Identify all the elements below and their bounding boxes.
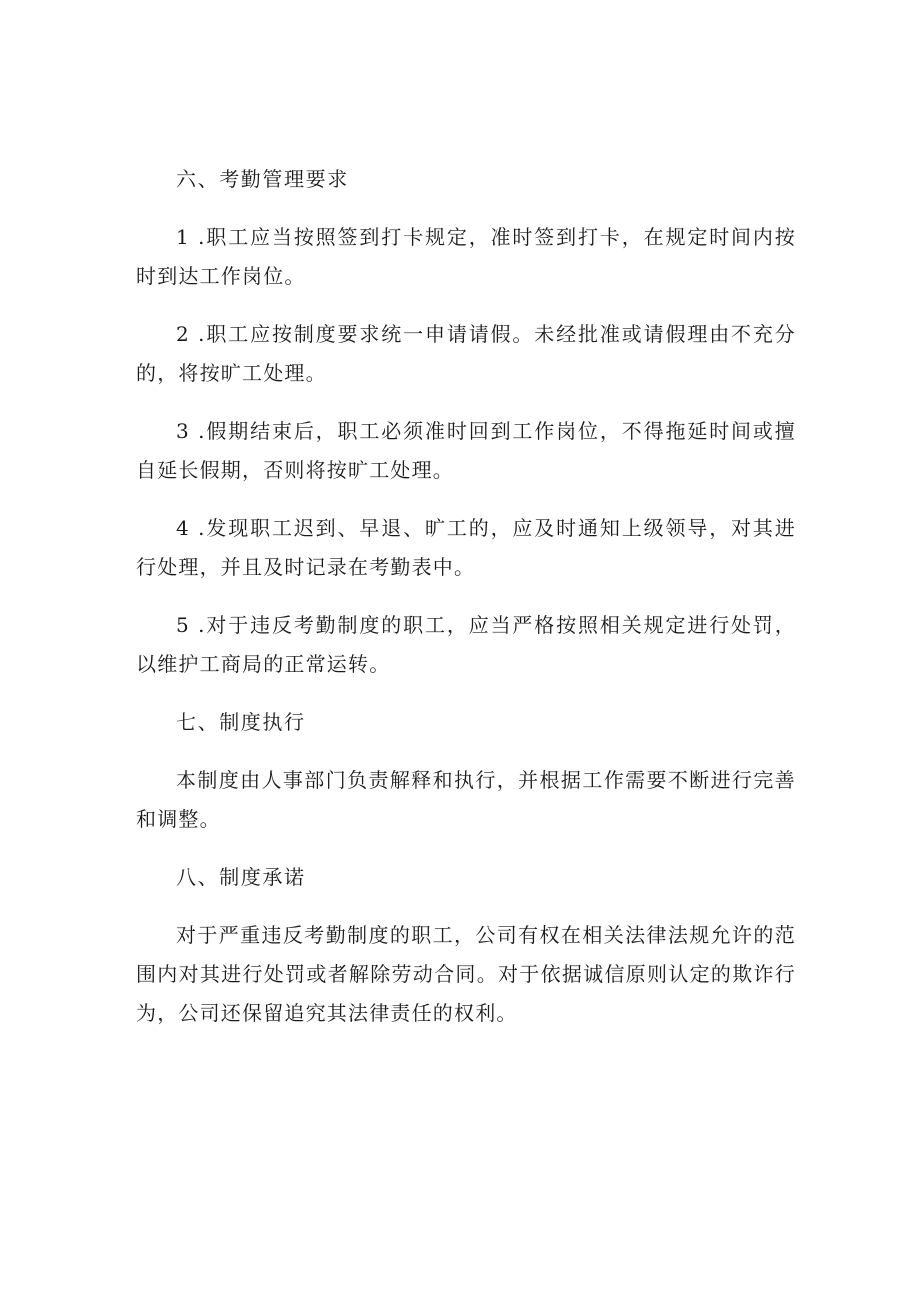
list-item: 4 .发现职工迟到、早退、旷工的，应及时通知上级领导，对其进行处理，并且及时记录在考勤表中。 <box>136 516 796 579</box>
paragraph-policy-commitment: 对于严重违反考勤制度的职工，公司有权在相关法律法规允许的范围内对其进行处罚或者解除劳动合同。对于依据诚信原则认定的欺诈行为，公司还保留追究其法律责任的权利。 <box>136 923 796 1025</box>
document-page <box>136 160 796 1052</box>
list-item: 2 .职工应按制度要求统一申请请假。未经批准或请假理由不充分的，将按旷工处理。 <box>136 322 796 385</box>
section-heading-policy-commitment: 八、制度承诺 <box>176 865 306 889</box>
list-item: 3 .假期结束后，职工必须准时回到工作岗位，不得拖延时间或擅自延长假期，否则将按旷工处理。 <box>136 419 796 482</box>
list-item: 5 .对于违反考勤制度的职工，应当严格按照相关规定进行处罚，以维护工商局的正常运转。 <box>136 613 796 676</box>
paragraph-policy-execution: 本制度由人事部门负责解释和执行，并根据工作需要不断进行完善和调整。 <box>136 768 796 831</box>
section-heading-attendance-requirements: 六、考勤管理要求 <box>176 167 349 191</box>
list-item: 1 .职工应当按照签到打卡规定，准时签到打卡，在规定时间内按时到达工作岗位。 <box>136 225 796 288</box>
section-heading-policy-execution: 七、制度执行 <box>176 710 306 734</box>
